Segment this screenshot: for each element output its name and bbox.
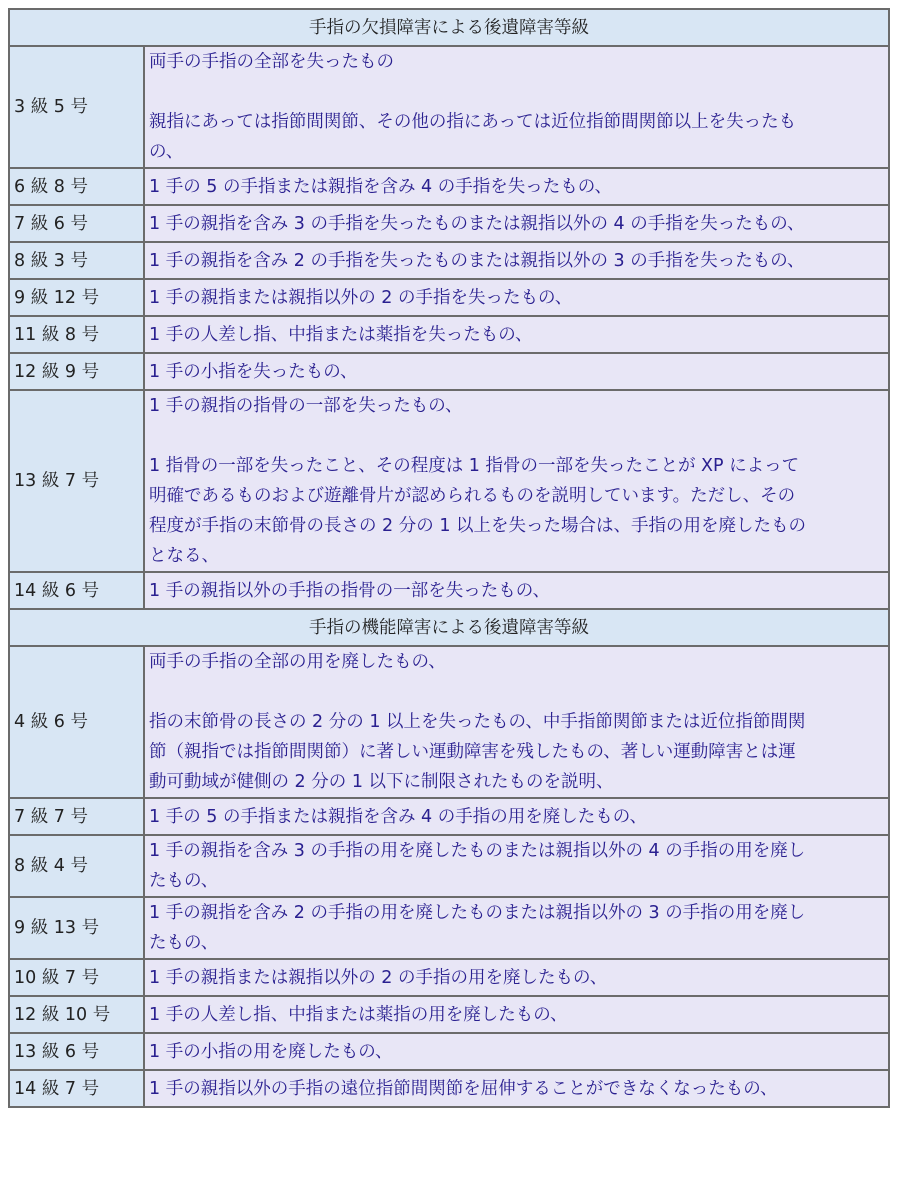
section-header-row: [9, 609, 889, 646]
section-header-row: [9, 9, 889, 46]
description-cell: [144, 835, 889, 897]
description-cell: [144, 353, 889, 390]
grade-table-body: [9, 9, 889, 1107]
table-row: [9, 205, 889, 242]
grade-cell: 4 級 6 号: [9, 646, 144, 798]
description-spacer: [149, 77, 884, 107]
description-line: 1 手の親指または親指以外の 2 の手指を失ったもの、: [149, 287, 573, 308]
grade-cell: 9 級 12 号: [9, 279, 144, 316]
table-row: [9, 996, 889, 1033]
grade-cell: 10 級 7 号: [9, 959, 144, 996]
table-row: [9, 46, 889, 168]
grade-cell: 13 級 6 号: [9, 1033, 144, 1070]
table-row: [9, 798, 889, 835]
grade-cell: 6 級 8 号: [9, 168, 144, 205]
table-row: [9, 1033, 889, 1070]
grade-cell: 11 級 8 号: [9, 316, 144, 353]
table-row: [9, 353, 889, 390]
description-cell: [144, 646, 889, 798]
table-row: [9, 279, 889, 316]
description-line: 程度が手指の末節骨の長さの 2 分の 1 以上を失った場合は、手指の用を廃したもの: [149, 516, 807, 536]
grade-cell: 3 級 5 号: [9, 46, 144, 168]
grade-table: [8, 8, 890, 1108]
description-cell: [144, 959, 889, 996]
description-cell: [144, 205, 889, 242]
description-spacer: [149, 677, 884, 707]
description-line: 1 手の人差し指、中指または薬指の用を廃したもの、: [149, 1004, 568, 1025]
description-line: 1 手の人差し指、中指または薬指を失ったもの、: [149, 324, 533, 345]
grade-cell: 12 級 9 号: [9, 353, 144, 390]
description-line: 1 手の親指または親指以外の 2 の手指の用を廃したもの、: [149, 967, 608, 988]
description-line: 1 指骨の一部を失ったこと、その程度は 1 指骨の一部を失ったことが XP によって: [149, 456, 800, 476]
description-line: 1 手の親指以外の手指の遠位指節間関節を屈伸することができなくなったもの、: [149, 1078, 778, 1099]
description-cell: [144, 897, 889, 959]
description-cell: [144, 279, 889, 316]
description-line: 1 手の 5 の手指または親指を含み 4 の手指を失ったもの、: [149, 176, 613, 197]
description-line: 1 手の親指を含み 3 の手指を失ったものまたは親指以外の 4 の手指を失ったもの、: [149, 213, 805, 234]
grade-cell: 13 級 7 号: [9, 390, 144, 572]
table-row: [9, 572, 889, 609]
table-row: [9, 897, 889, 959]
description-cell: [144, 242, 889, 279]
grade-cell: 9 級 13 号: [9, 897, 144, 959]
grade-cell: 7 級 6 号: [9, 205, 144, 242]
description-cell: [144, 316, 889, 353]
table-row: [9, 316, 889, 353]
description-cell: [144, 572, 889, 609]
description-line: 1 手の小指の用を廃したもの、: [149, 1041, 393, 1062]
table-row: [9, 646, 889, 798]
description-cell: [144, 1033, 889, 1070]
description-line: たもの、: [149, 871, 219, 891]
description-line: 節（親指では指節間関節）に著しい運動障害を残したもの、著しい運動障害とは運: [149, 742, 796, 762]
description-line: 1 手の親指を含み 3 の手指の用を廃したものまたは親指以外の 4 の手指の用を廃し: [149, 841, 806, 861]
description-spacer: [149, 421, 884, 451]
description-cell: [144, 798, 889, 835]
description-line: 両手の手指の全部の用を廃したもの、: [149, 652, 446, 672]
description-line: 動可動域が健側の 2 分の 1 以下に制限されたものを説明、: [149, 772, 614, 792]
description-line: の、: [149, 142, 184, 162]
table-row: [9, 835, 889, 897]
section-title: 手指の欠損障害による後遺障害等級: [9, 9, 889, 46]
grade-cell: 8 級 3 号: [9, 242, 144, 279]
description-cell: [144, 1070, 889, 1107]
section-title: 手指の機能障害による後遺障害等級: [9, 609, 889, 646]
table-row: [9, 242, 889, 279]
grade-cell: 8 級 4 号: [9, 835, 144, 897]
description-line: 親指にあっては指節間関節、その他の指にあっては近位指節間関節以上を失ったも: [149, 112, 797, 132]
description-line: 明確であるものおよび遊離骨片が認められるものを説明しています。ただし、その: [149, 486, 796, 506]
grade-cell: 14 級 7 号: [9, 1070, 144, 1107]
description-line: となる、: [149, 546, 219, 566]
table-row: [9, 959, 889, 996]
table-row: [9, 1070, 889, 1107]
description-line: 1 手の 5 の手指または親指を含み 4 の手指の用を廃したもの、: [149, 806, 648, 827]
description-line: 1 手の親指を含み 2 の手指を失ったものまたは親指以外の 3 の手指を失ったもの、: [149, 250, 805, 271]
table-row: [9, 168, 889, 205]
description-cell: [144, 46, 889, 168]
grade-cell: 7 級 7 号: [9, 798, 144, 835]
description-line: 両手の手指の全部を失ったもの: [149, 52, 394, 72]
grade-cell: 14 級 6 号: [9, 572, 144, 609]
description-line: 1 手の小指を失ったもの、: [149, 361, 358, 382]
table-row: [9, 390, 889, 572]
description-line: たもの、: [149, 933, 219, 953]
description-line: 1 手の親指の指骨の一部を失ったもの、: [149, 396, 463, 416]
description-line: 1 手の親指を含み 2 の手指の用を廃したものまたは親指以外の 3 の手指の用を廃し: [149, 903, 806, 923]
description-line: 指の末節骨の長さの 2 分の 1 以上を失ったもの、中手指節関節または近位指節間関: [149, 712, 806, 732]
description-cell: [144, 390, 889, 572]
grade-cell: 12 級 10 号: [9, 996, 144, 1033]
description-line: 1 手の親指以外の手指の指骨の一部を失ったもの、: [149, 580, 550, 601]
description-cell: [144, 168, 889, 205]
description-cell: [144, 996, 889, 1033]
